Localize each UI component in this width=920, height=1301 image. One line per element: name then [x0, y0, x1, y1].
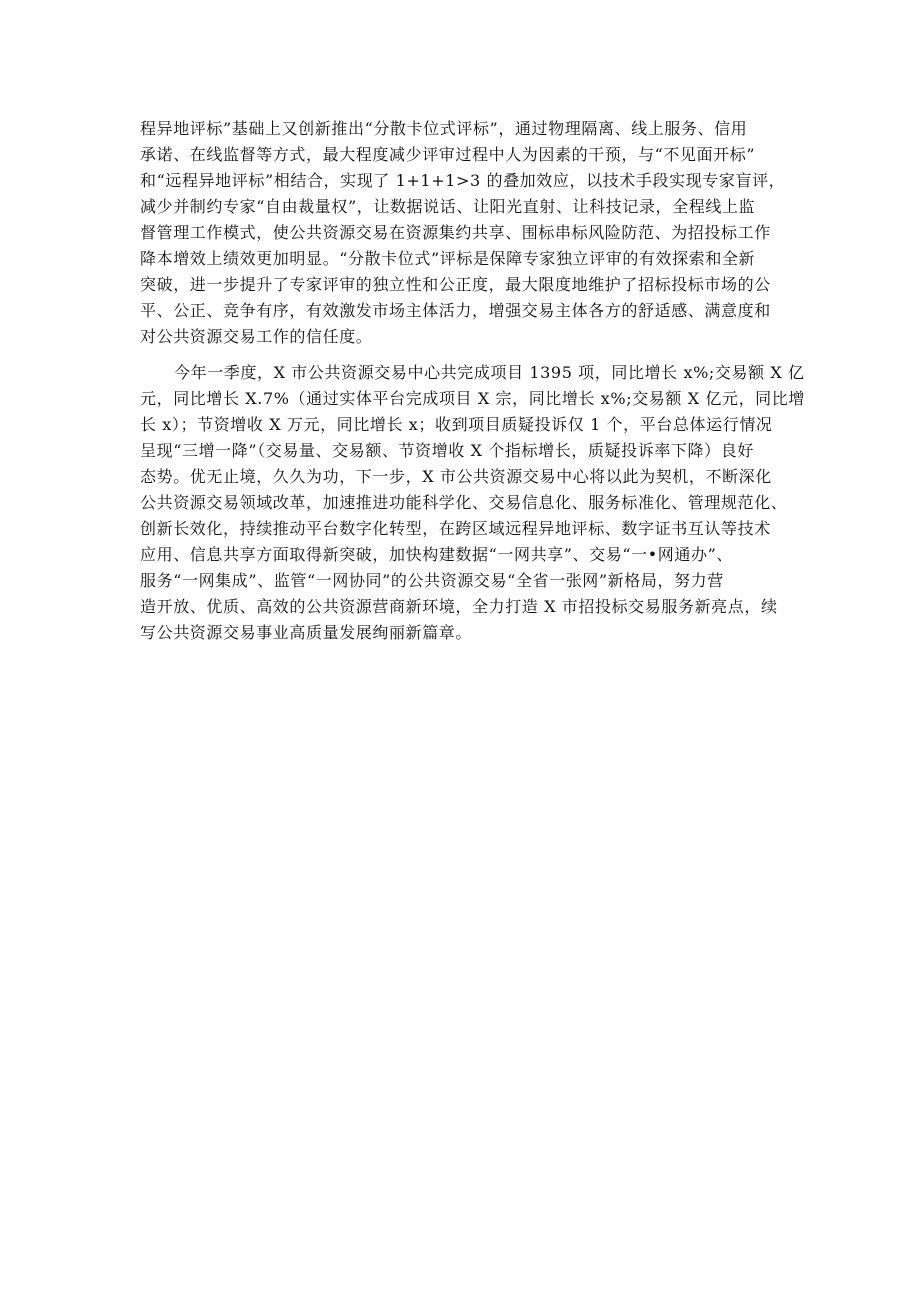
paragraph-line: 降本增效上绩效更加明显。“分散卡位式”评标是保障专家独立评审的有效探索和全新: [140, 249, 756, 268]
paragraph-line: 督管理工作模式，使公共资源交易在资源集约共享、围标串标风险防范、为招投标工作: [140, 223, 771, 242]
paragraph-line: 减少并制约专家“自由裁量权”，让数据说话、让阳光直射、让科技记录，全程线上监: [140, 197, 756, 216]
paragraph-line: 平、公正、竞争有序，有效激发市场主体活力，增强交易主体各方的舒适感、满意度和: [140, 301, 771, 320]
paragraph-line: 写公共资源交易事业高质量发展绚丽新篇章。: [140, 623, 473, 642]
paragraph-line: 程异地评标”基础上又创新推出“分散卡位式评标”，通过物理隔离、线上服务、信用: [140, 119, 748, 138]
paragraph-line: 和“远程异地评标”相结合，实现了 1+1+1>3 的叠加效应，以技术手段实现专家盲评，: [140, 171, 786, 190]
paragraph-line: 承诺、在线监督等方式，最大程度减少评审过程中人为因素的干预，与“不见面开标”: [140, 145, 756, 164]
paragraph-line: 突破，进一步提升了专家评审的独立性和公正度，最大限度地维护了招标投标市场的公: [140, 275, 771, 294]
paragraph-1: [140, 116, 792, 350]
paragraph-line: 应用、信息共享方面取得新突破，加快构建数据“一网共享”、交易“一•网通办”、: [140, 545, 733, 564]
paragraph-2: [140, 360, 805, 646]
paragraph-line: 元，同比增长 X.7%（通过实体平台完成项目 X 宗，同比增长 x%;交易额 X 亿元，同比增: [140, 389, 805, 408]
paragraph-line: 呈现“三增一降”（交易量、交易额、节资增收 X 个指标增长，质疑投诉率下降）良好: [140, 441, 754, 460]
paragraph-line: 态势。优无止境，久久为功，下一步，X 市公共资源交易中心将以此为契机，不断深化: [140, 467, 772, 486]
paragraph-line: 服务“一网集成”、监管“一网协同”的公共资源交易“全省一张网”新格局，努力营: [140, 571, 724, 590]
paragraph-line: 长 x）；节资增收 X 万元，同比增长 x；收到项目质疑投诉仅 1 个，平台总体运行情况: [140, 415, 773, 434]
document-body: [140, 116, 805, 646]
paragraph-line: 对公共资源交易工作的信任度。: [140, 327, 373, 346]
paragraph-line: 今年一季度，X 市公共资源交易中心共完成项目 1395 项，同比增长 x%;交易额 X 亿: [174, 363, 805, 382]
paragraph-line: 造开放、优质、高效的公共资源营商新环境，全力打造 X 市招投标交易服务新亮点，续: [140, 597, 778, 616]
paragraph-line: 创新长效化，持续推动平台数字化转型，在跨区域远程异地评标、数字证书互认等技术: [140, 519, 771, 538]
paragraph-line: 公共资源交易领域改革，加速推进功能科学化、交易信息化、服务标准化、管理规范化、: [140, 493, 788, 512]
paragraph-spacer: [140, 350, 792, 360]
